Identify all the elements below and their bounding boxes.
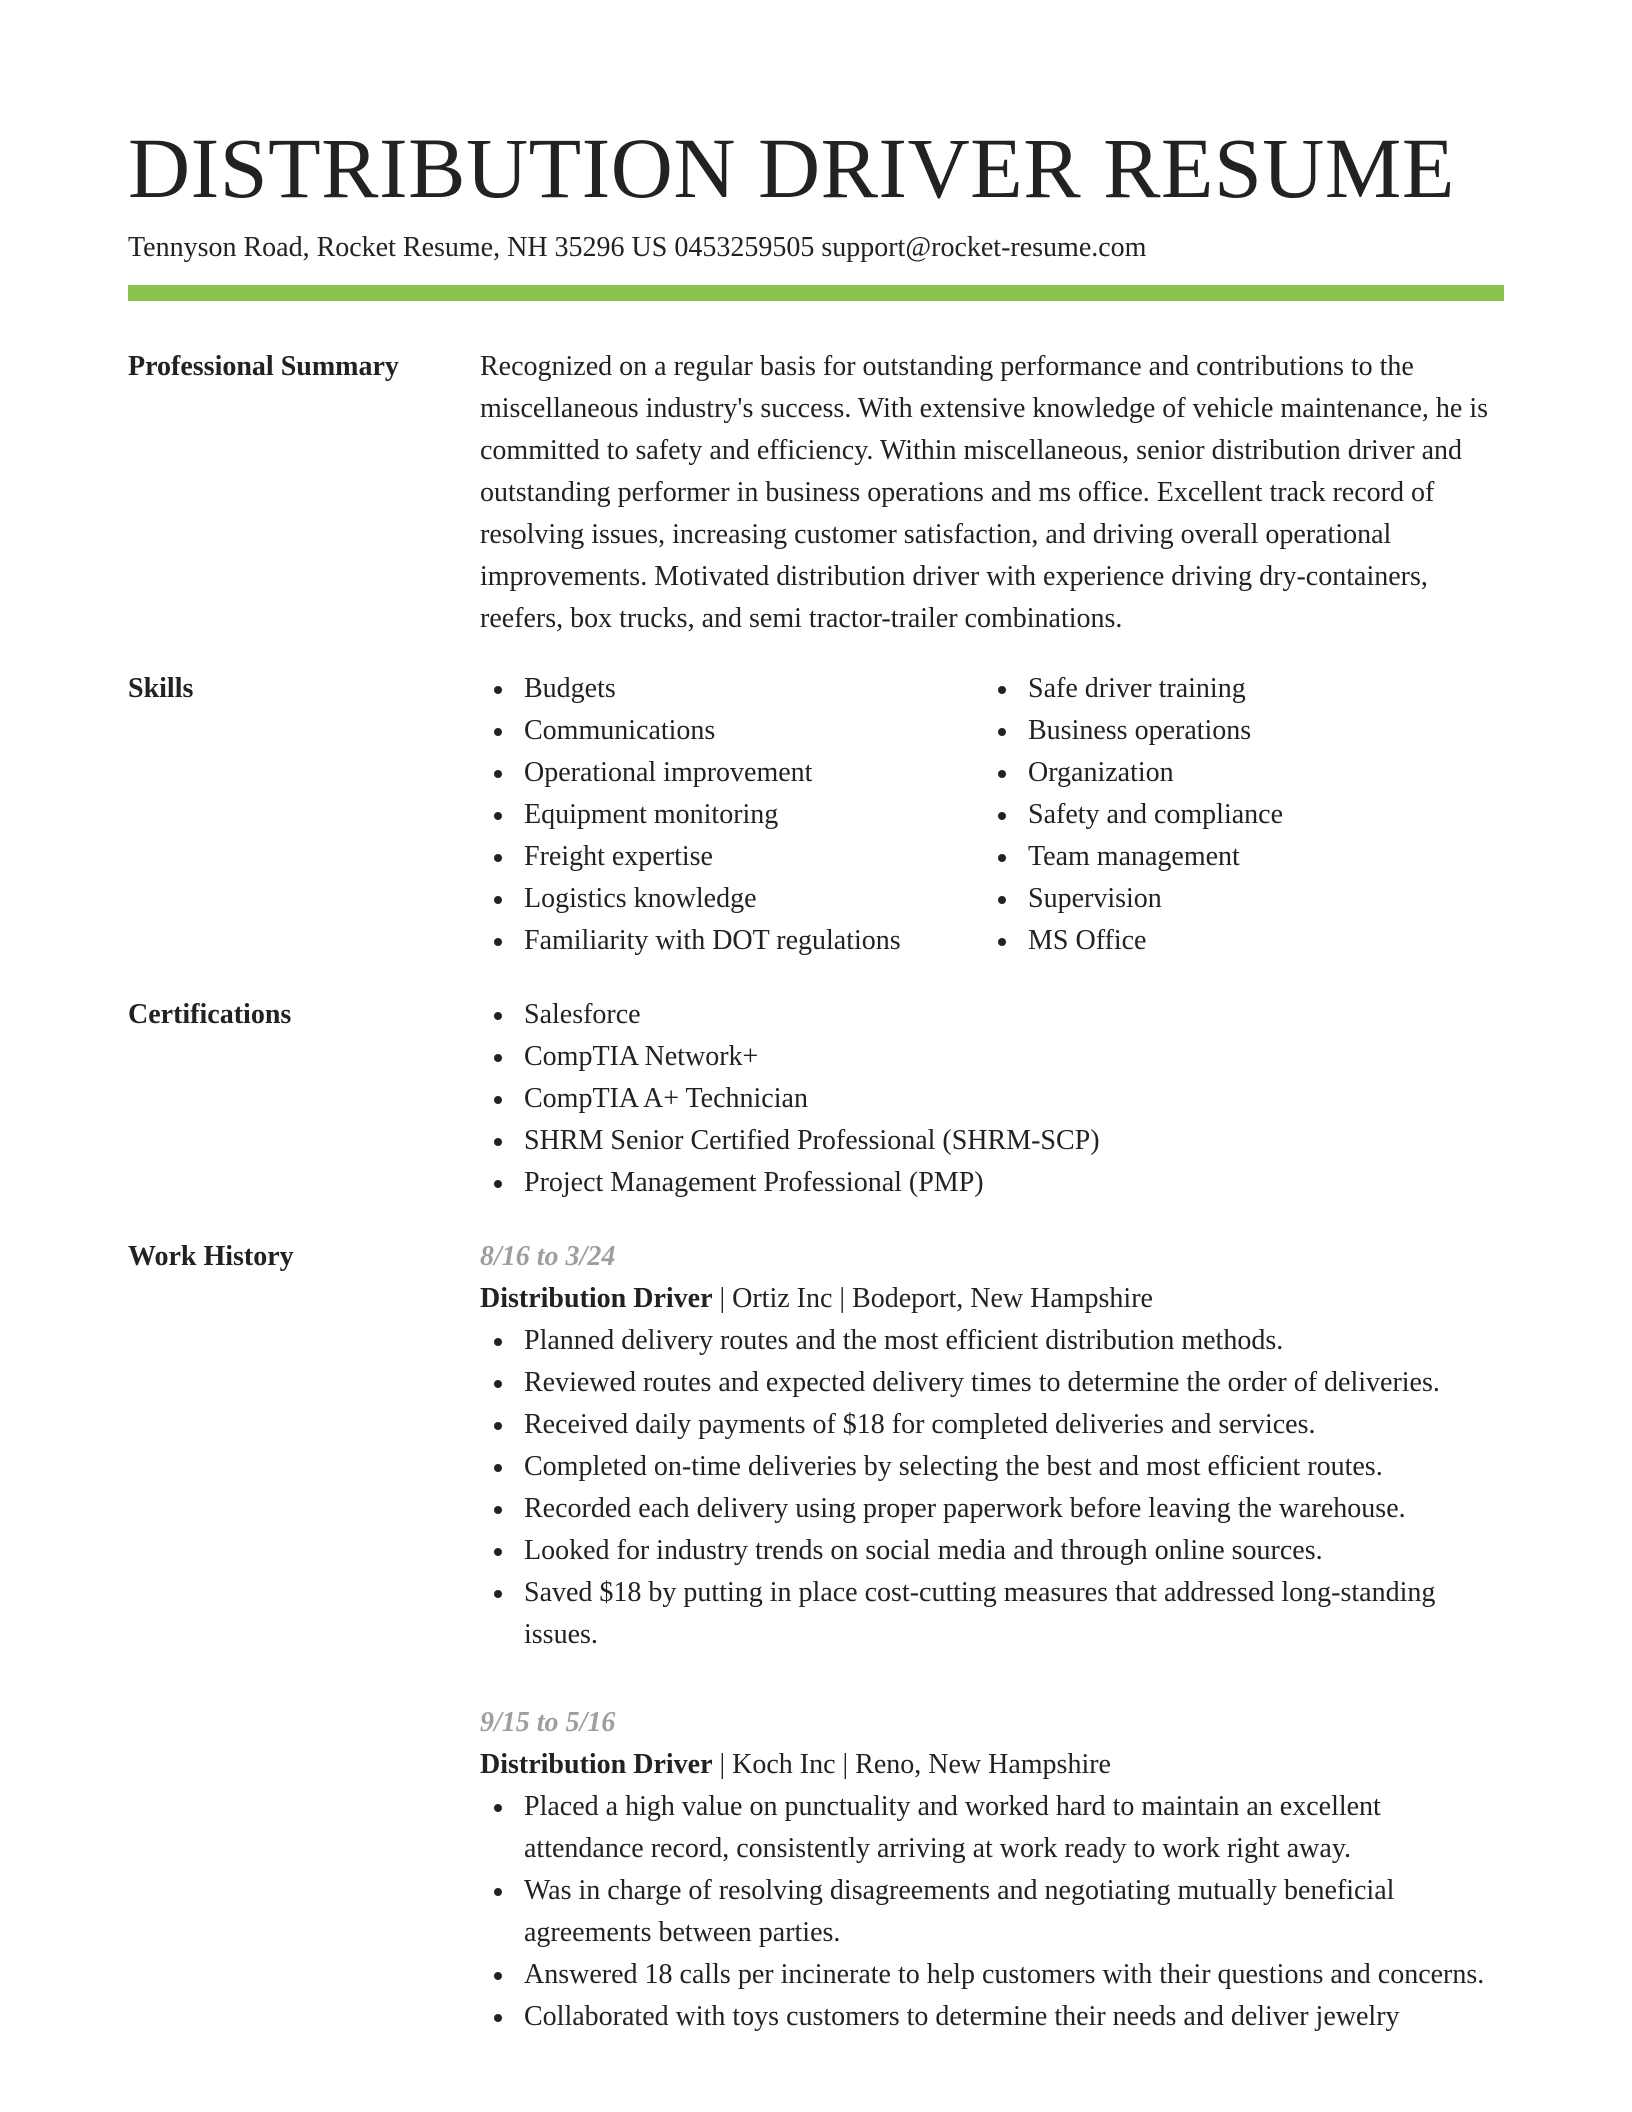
skills-label: Skills [128,673,194,704]
job-header [480,1744,1504,1786]
summary-text: Recognized on a regular basis for outstanding performance and contributions to the miscellaneous industry's success. With extensive knowledge of vehicle maintenance, he is committed to safety and efficiency. Within miscellaneous, senior distribution driver and outstanding performer in business operations and ms office. Excellent track record of resolving issues, increasing customer satisfaction, and driving overall operational improvements. Motivated distribution driver with experience driving dry-containers, reefers, box trucks, and semi tractor-trailer combinations. [480,351,1489,634]
certification-item: Salesforce [480,994,1504,1036]
job-title: Distribution Driver [480,1749,713,1780]
certifications-body [480,994,1504,1204]
skill-item: Familiarity with DOT regulations [480,920,984,962]
resume-title: DISTRIBUTION DRIVER RESUME [128,120,1455,216]
certification-item: CompTIA Network+ [480,1036,1504,1078]
skill-item: Operational improvement [480,752,984,794]
job-dates: 9/15 to 5/16 [480,1707,616,1738]
skills-list-left [480,668,984,962]
job-header [480,1278,1504,1320]
skills-body [480,668,1504,962]
skill-item: Supervision [984,878,1504,920]
job-bullet: Completed on-time deliveries by selecting the best and most efficient routes. [480,1446,1504,1488]
work-history-label: Work History [128,1241,294,1272]
job-bullet: Was in charge of resolving disagreements and negotiating mutually beneficial agreements between parties. [480,1870,1504,1954]
job-bullets [480,1320,1504,1656]
job-bullet: Collaborated with toys customers to determine their needs and deliver jewelry [480,1996,1504,2038]
summary-label: Professional Summary [128,351,399,382]
job-bullet: Reviewed routes and expected delivery times to determine the order of deliveries. [480,1362,1504,1404]
skill-item: Safety and compliance [984,794,1504,836]
skill-item: Business operations [984,710,1504,752]
job-title: Distribution Driver [480,1283,713,1314]
skill-item: Communications [480,710,984,752]
job-bullet: Saved $18 by putting in place cost-cutting measures that addressed long-standing issues. [480,1572,1504,1656]
skill-item: Freight expertise [480,836,984,878]
skill-item: Equipment monitoring [480,794,984,836]
summary-body [480,346,1504,640]
job-dates: 8/16 to 3/24 [480,1241,616,1272]
job-bullets [480,1786,1504,2038]
certification-item: SHRM Senior Certified Professional (SHRM-SCP) [480,1120,1504,1162]
skill-item: Organization [984,752,1504,794]
job-bullet: Recorded each delivery using proper paperwork before leaving the warehouse. [480,1488,1504,1530]
skills-list-right [984,668,1504,962]
job-bullet: Answered 18 calls per incinerate to help customers with their questions and concerns. [480,1954,1504,1996]
skill-item: Team management [984,836,1504,878]
job-bullet: Received daily payments of $18 for completed deliveries and services. [480,1404,1504,1446]
certification-item: CompTIA A+ Technician [480,1078,1504,1120]
skill-item: Safe driver training [984,668,1504,710]
job-bullet: Looked for industry trends on social media and through online sources. [480,1530,1504,1572]
job-entry [480,1702,1504,2038]
job-details: | Koch Inc | Reno, New Hampshire [712,1749,1111,1780]
accent-divider [128,285,1504,301]
contact-line: Tennyson Road, Rocket Resume, NH 35296 US 0453259505 support@rocket-resume.com [128,232,1147,263]
skill-item: Logistics knowledge [480,878,984,920]
certifications-list [480,994,1504,1204]
skill-item: MS Office [984,920,1504,962]
job-entry [480,1236,1504,1656]
certification-item: Project Management Professional (PMP) [480,1162,1504,1204]
skill-item: Budgets [480,668,984,710]
job-bullet: Placed a high value on punctuality and worked hard to maintain an excellent attendance record, consistently arriving at work ready to work right away. [480,1786,1504,1870]
job-details: | Ortiz Inc | Bodeport, New Hampshire [712,1283,1153,1314]
job-bullet: Planned delivery routes and the most efficient distribution methods. [480,1320,1504,1362]
certifications-label: Certifications [128,999,292,1030]
